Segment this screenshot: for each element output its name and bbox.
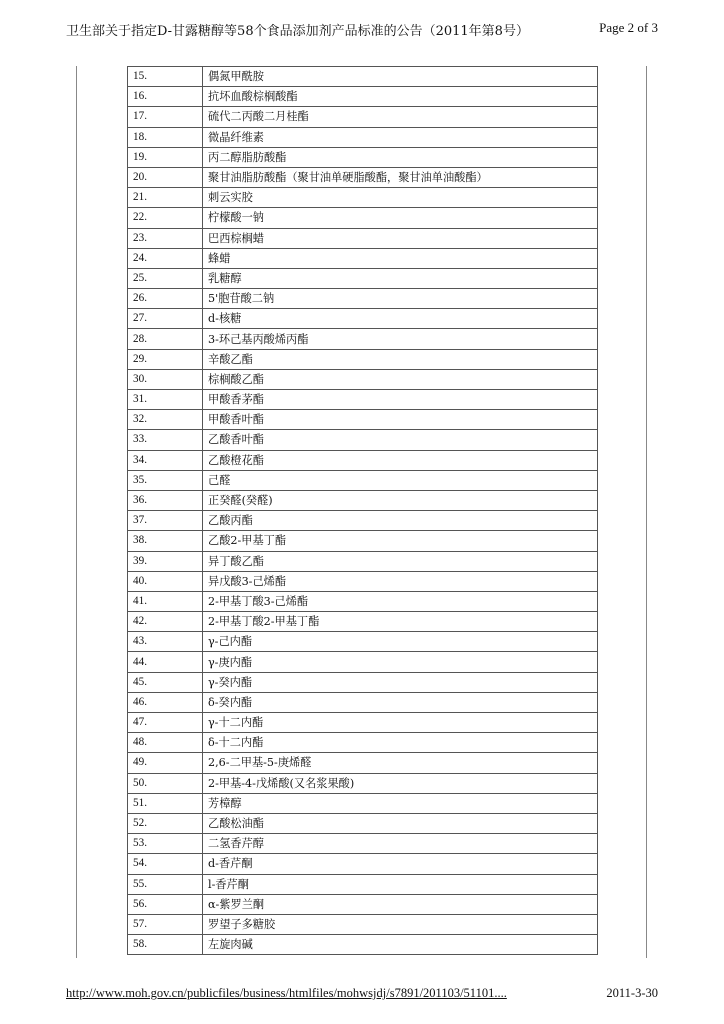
table-row	[128, 167, 598, 187]
left-frame-line	[76, 66, 77, 958]
additive-name: 5'胞苷酸二钠	[203, 289, 598, 309]
page-indicator: Page 2 of 3	[599, 20, 658, 35]
table-row	[128, 571, 598, 591]
additive-name: 2,6-二甲基-5-庚烯醛	[203, 753, 598, 773]
item-number: 56.	[128, 894, 203, 914]
additive-name: 乙酸橙花酯	[203, 450, 598, 470]
additive-name: 乳糖醇	[203, 268, 598, 288]
additive-name: d-核糖	[203, 309, 598, 329]
table-row	[128, 430, 598, 450]
item-number: 54.	[128, 854, 203, 874]
additive-name: 异丁酸乙酯	[203, 551, 598, 571]
table-row	[128, 248, 598, 268]
additive-name: 2-甲基丁酸2-甲基丁酯	[203, 612, 598, 632]
additive-name: 丙二醇脂肪酸酯	[203, 147, 598, 167]
additive-name: 棕榈酸乙酯	[203, 369, 598, 389]
item-number: 33.	[128, 430, 203, 450]
table-row	[128, 753, 598, 773]
table-row	[128, 874, 598, 894]
print-date: 2011-3-30	[606, 986, 658, 1000]
item-number: 36.	[128, 490, 203, 510]
table-row	[128, 208, 598, 228]
additive-name: 正癸醛(癸醛)	[203, 490, 598, 510]
item-number: 35.	[128, 470, 203, 490]
item-number: 22.	[128, 208, 203, 228]
table-row	[128, 410, 598, 430]
table-row	[128, 511, 598, 531]
item-number: 20.	[128, 167, 203, 187]
item-number: 32.	[128, 410, 203, 430]
additive-name: 微晶纤维素	[203, 127, 598, 147]
item-number: 53.	[128, 834, 203, 854]
item-number: 46.	[128, 692, 203, 712]
item-number: 23.	[128, 228, 203, 248]
item-number: 50.	[128, 773, 203, 793]
additive-name: 己醛	[203, 470, 598, 490]
item-number: 17.	[128, 107, 203, 127]
table-row	[128, 127, 598, 147]
additive-name: 甲酸香茅酯	[203, 390, 598, 410]
table-row	[128, 309, 598, 329]
additive-name: δ-十二内酯	[203, 733, 598, 753]
item-number: 25.	[128, 268, 203, 288]
table-row	[128, 652, 598, 672]
table-row	[128, 793, 598, 813]
table-row	[128, 551, 598, 571]
item-number: 58.	[128, 935, 203, 955]
additive-name: l-香芹酮	[203, 874, 598, 894]
item-number: 48.	[128, 733, 203, 753]
table-row	[128, 935, 598, 955]
additive-name: 巴西棕榈蜡	[203, 228, 598, 248]
item-number: 40.	[128, 571, 203, 591]
item-number: 43.	[128, 632, 203, 652]
additive-name: 乙酸丙酯	[203, 511, 598, 531]
additive-name: 蜂蜡	[203, 248, 598, 268]
table-row	[128, 268, 598, 288]
table-row	[128, 87, 598, 107]
item-number: 18.	[128, 127, 203, 147]
item-number: 45.	[128, 672, 203, 692]
item-number: 47.	[128, 713, 203, 733]
item-number: 57.	[128, 914, 203, 934]
item-number: 55.	[128, 874, 203, 894]
right-frame-line	[646, 66, 647, 958]
table-row	[128, 692, 598, 712]
additive-name: 罗望子多糖胶	[203, 914, 598, 934]
source-url-link[interactable]: http://www.moh.gov.cn/publicfiles/business/htmlfiles/mohwsjdj/s7891/201103/51101....	[66, 986, 507, 1000]
additive-name: 硫代二丙酸二月桂酯	[203, 107, 598, 127]
additive-name: 乙酸2-甲基丁酯	[203, 531, 598, 551]
item-number: 27.	[128, 309, 203, 329]
additive-name: γ-十二内酯	[203, 713, 598, 733]
item-number: 16.	[128, 87, 203, 107]
additive-name: 偶氮甲酰胺	[203, 67, 598, 87]
item-number: 38.	[128, 531, 203, 551]
item-number: 28.	[128, 329, 203, 349]
table-row	[128, 228, 598, 248]
item-number: 15.	[128, 67, 203, 87]
item-number: 24.	[128, 248, 203, 268]
additive-name: γ-己内酯	[203, 632, 598, 652]
table-row	[128, 612, 598, 632]
item-number: 52.	[128, 813, 203, 833]
table-row	[128, 733, 598, 753]
additive-name: 辛酸乙酯	[203, 349, 598, 369]
table-row	[128, 470, 598, 490]
table-row	[128, 713, 598, 733]
item-number: 30.	[128, 369, 203, 389]
additive-name: 抗坏血酸棕榈酸酯	[203, 87, 598, 107]
table-row	[128, 894, 598, 914]
item-number: 39.	[128, 551, 203, 571]
table-row	[128, 329, 598, 349]
item-number: 37.	[128, 511, 203, 531]
additive-name: δ-癸内酯	[203, 692, 598, 712]
additive-name: 2-甲基丁酸3-己烯酯	[203, 591, 598, 611]
table-row	[128, 813, 598, 833]
table-row	[128, 914, 598, 934]
additive-name: 3-环己基丙酸烯丙酯	[203, 329, 598, 349]
item-number: 31.	[128, 390, 203, 410]
table-row	[128, 349, 598, 369]
table-row	[128, 632, 598, 652]
additive-name: γ-癸内酯	[203, 672, 598, 692]
table-row	[128, 289, 598, 309]
additive-name: 乙酸松油酯	[203, 813, 598, 833]
item-number: 21.	[128, 188, 203, 208]
additive-name: 2-甲基-4-戊烯酸(又名浆果酸)	[203, 773, 598, 793]
additive-name: 异戊酸3-己烯酯	[203, 571, 598, 591]
additive-list-table	[127, 66, 598, 955]
additive-name: 芳樟醇	[203, 793, 598, 813]
table-row	[128, 188, 598, 208]
table-row	[128, 531, 598, 551]
item-number: 41.	[128, 591, 203, 611]
item-number: 34.	[128, 450, 203, 470]
item-number: 49.	[128, 753, 203, 773]
table-row	[128, 672, 598, 692]
item-number: 19.	[128, 147, 203, 167]
table-row	[128, 490, 598, 510]
table-row	[128, 591, 598, 611]
additive-name: 左旋肉碱	[203, 935, 598, 955]
additive-name: 聚甘油脂肪酸酯（聚甘油单硬脂酸酯，聚甘油单油酸酯）	[203, 167, 598, 187]
table-row	[128, 67, 598, 87]
table-row	[128, 854, 598, 874]
item-number: 44.	[128, 652, 203, 672]
additive-name: 甲酸香叶酯	[203, 410, 598, 430]
table-row	[128, 147, 598, 167]
table-row	[128, 369, 598, 389]
table-row	[128, 390, 598, 410]
table-row	[128, 450, 598, 470]
additive-name: 乙酸香叶酯	[203, 430, 598, 450]
additive-name: d-香芹酮	[203, 854, 598, 874]
table-row	[128, 773, 598, 793]
item-number: 51.	[128, 793, 203, 813]
item-number: 42.	[128, 612, 203, 632]
additive-name: α-紫罗兰酮	[203, 894, 598, 914]
document-title: 卫生部关于指定D-甘露糖醇等58个食品添加剂产品标准的公告（2011年第8号）	[66, 24, 529, 39]
table-row	[128, 834, 598, 854]
additive-name: 刺云实胶	[203, 188, 598, 208]
table-row	[128, 107, 598, 127]
item-number: 29.	[128, 349, 203, 369]
additive-name: 柠檬酸一钠	[203, 208, 598, 228]
item-number: 26.	[128, 289, 203, 309]
additive-name: 二氢香芹醇	[203, 834, 598, 854]
additive-name: γ-庚内酯	[203, 652, 598, 672]
